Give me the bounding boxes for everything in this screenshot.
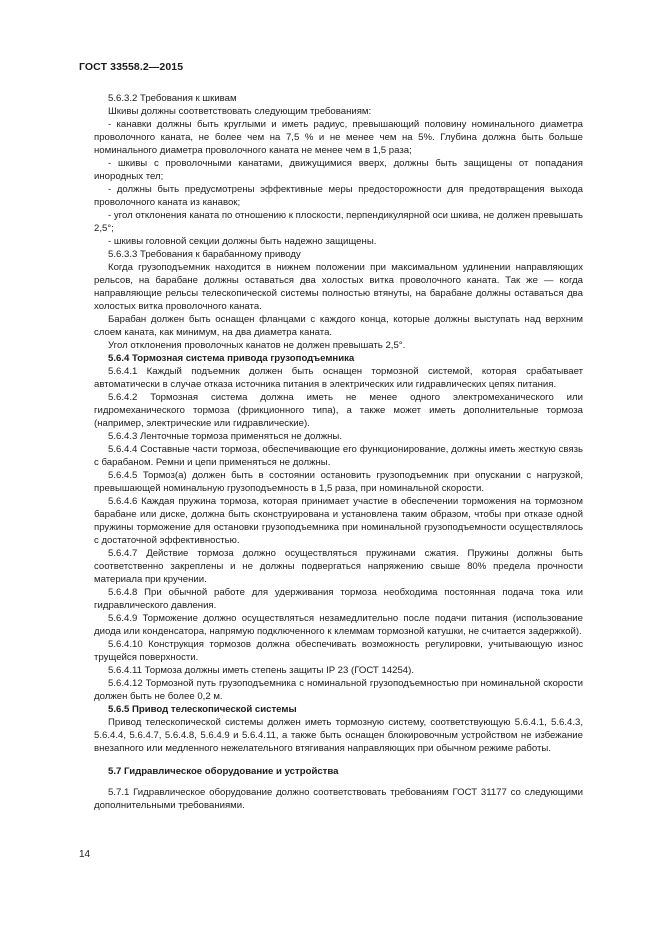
section-heading: 5.7 Гидравлическое оборудование и устройства (108, 766, 339, 777)
paragraph: 5.6.4.6 Каждая пружина тормоза, которая принимает участие в обеспечении торможения на тормозном барабане или диске, должна быть сконструирована и установлена таким образом, чтобы при отказе одной пружины торможение для остановки грузоподъемника при номинальной грузоподъемности осуществлялось с достаточной эффективностью. (94, 496, 583, 546)
section-heading: 5.6.5 Привод телескопической системы (108, 704, 297, 715)
paragraph: - должны быть предусмотрены эффективные меры предосторожности для предотвращения выхода проволочного каната из канавок; (94, 184, 583, 208)
paragraph: Барабан должен быть оснащен фланцами с каждого конца, которые должны выступать над верхним слоем каната, как минимум, на два диаметра каната. (94, 314, 583, 338)
document-body (94, 92, 583, 812)
paragraph: - шкивы головной секции должны быть надежно защищены. (108, 236, 377, 247)
paragraph: 5.6.4.3 Ленточные тормоза применяться не должны. (108, 431, 342, 442)
paragraph: 5.6.4.4 Составные части тормоза, обеспечивающие его функционирование, должны иметь жесткую связь с барабаном. Ремни и цепи применяться не должны. (94, 444, 583, 468)
paragraph: - шкивы с проволочными канатами, движущимися вверх, должны быть защищены от попадания инородных тел; (94, 158, 583, 182)
section-heading: 5.6.4 Тормозная система привода грузоподъемника (108, 353, 355, 364)
paragraph: 5.6.4.1 Каждый подъемник должен быть оснащен тормозной системой, которая срабатывает автоматически в случае отказа источника питания в электрических или гидравлических цепях питания. (94, 366, 583, 390)
page-number: 14 (79, 849, 91, 860)
paragraph: 5.6.4.9 Торможение должно осуществляться незамедлительно после подачи питания (использование диода или конденсатора, напрямую подключенного к клеммам тормозной катушки, не считается задержкой). (94, 613, 583, 637)
paragraph: 5.6.4.12 Тормозной путь грузоподъемника с номинальной грузоподъемностью при номинальной скорости должен быть не более 0,2 м. (94, 678, 583, 702)
paragraph: 5.6.4.2 Тормозная система должна иметь не менее одного электромеханического или гидромеханического тормоза (фрикционного типа), а также может иметь дополнительные тормоза (например, электрические или гидравлические). (94, 392, 583, 429)
paragraph: Угол отклонения проволочных канатов не должен превышать 2,5°. (108, 340, 406, 351)
paragraph: Шкивы должны соответствовать следующим требованиям: (108, 106, 372, 117)
paragraph: 5.7.1 Гидравлическое оборудование должно соответствовать требованиям ГОСТ 31177 со следующими дополнительными требованиями. (94, 787, 583, 811)
paragraph: 5.6.4.5 Тормоз(а) должен быть в состоянии остановить грузоподъемник при опускании с нагрузкой, превышающей номинальную грузоподъемность в 1,5 раза, при номинальной скорости. (94, 470, 583, 494)
paragraph: 5.6.4.11 Тормоза должны иметь степень защиты IP 23 (ГОСТ 14254). (108, 665, 414, 676)
document-header: ГОСТ 33558.2—2015 (79, 61, 184, 73)
paragraph: 5.6.3.2 Требования к шкивам (108, 93, 237, 104)
paragraph: - канавки должны быть круглыми и иметь радиус, превышающий половину номинального диаметра проволочного каната, не более чем на 7,5 % и не менее чем на 5%. Глубина должна быть больше номинального диаметра проволочного каната не менее чем в 1,5 раза; (94, 119, 583, 156)
paragraph: 5.6.4.8 При обычной работе для удерживания тормоза необходима постоянная подача тока или гидравлического давления. (94, 587, 583, 611)
paragraph: 5.6.3.3 Требования к барабанному приводу (108, 249, 301, 260)
paragraph: - угол отклонения каната по отношению к плоскости, перпендикулярной оси шкива, не должен превышать 2,5°; (94, 210, 583, 234)
paragraph: 5.6.4.10 Конструкция тормозов должна обеспечивать возможность регулировки, учитывающую износ трущейся поверхности. (94, 639, 583, 663)
paragraph: Когда грузоподъемник находится в нижнем положении при максимальном удлинении направляющих рельсов, на барабане должны оставаться два холостых витка проволочного каната. Так же — когда направляющие рельсы телескопической системы полностью втянуты, на барабане должны оставаться два холостых витка проволочного каната. (94, 262, 583, 312)
paragraph: 5.6.4.7 Действие тормоза должно осуществляться пружинами сжатия. Пружины должны быть соответственно закреплены и не должны подвергаться напряжению свыше 80% предела прочности материала при кручении. (94, 548, 583, 585)
paragraph: Привод телескопической системы должен иметь тормозную систему, соответствующую 5.6.4.1, 5.6.4.3, 5.6.4.4, 5.6.4.7, 5.6.4.8, 5.6.4.9 и 5.6.4.11, а также быть оснащен блокировочным устройством не избежание внезапного или медленного нежелательного втягивания направляющих при обычном режиме работы. (94, 717, 583, 754)
